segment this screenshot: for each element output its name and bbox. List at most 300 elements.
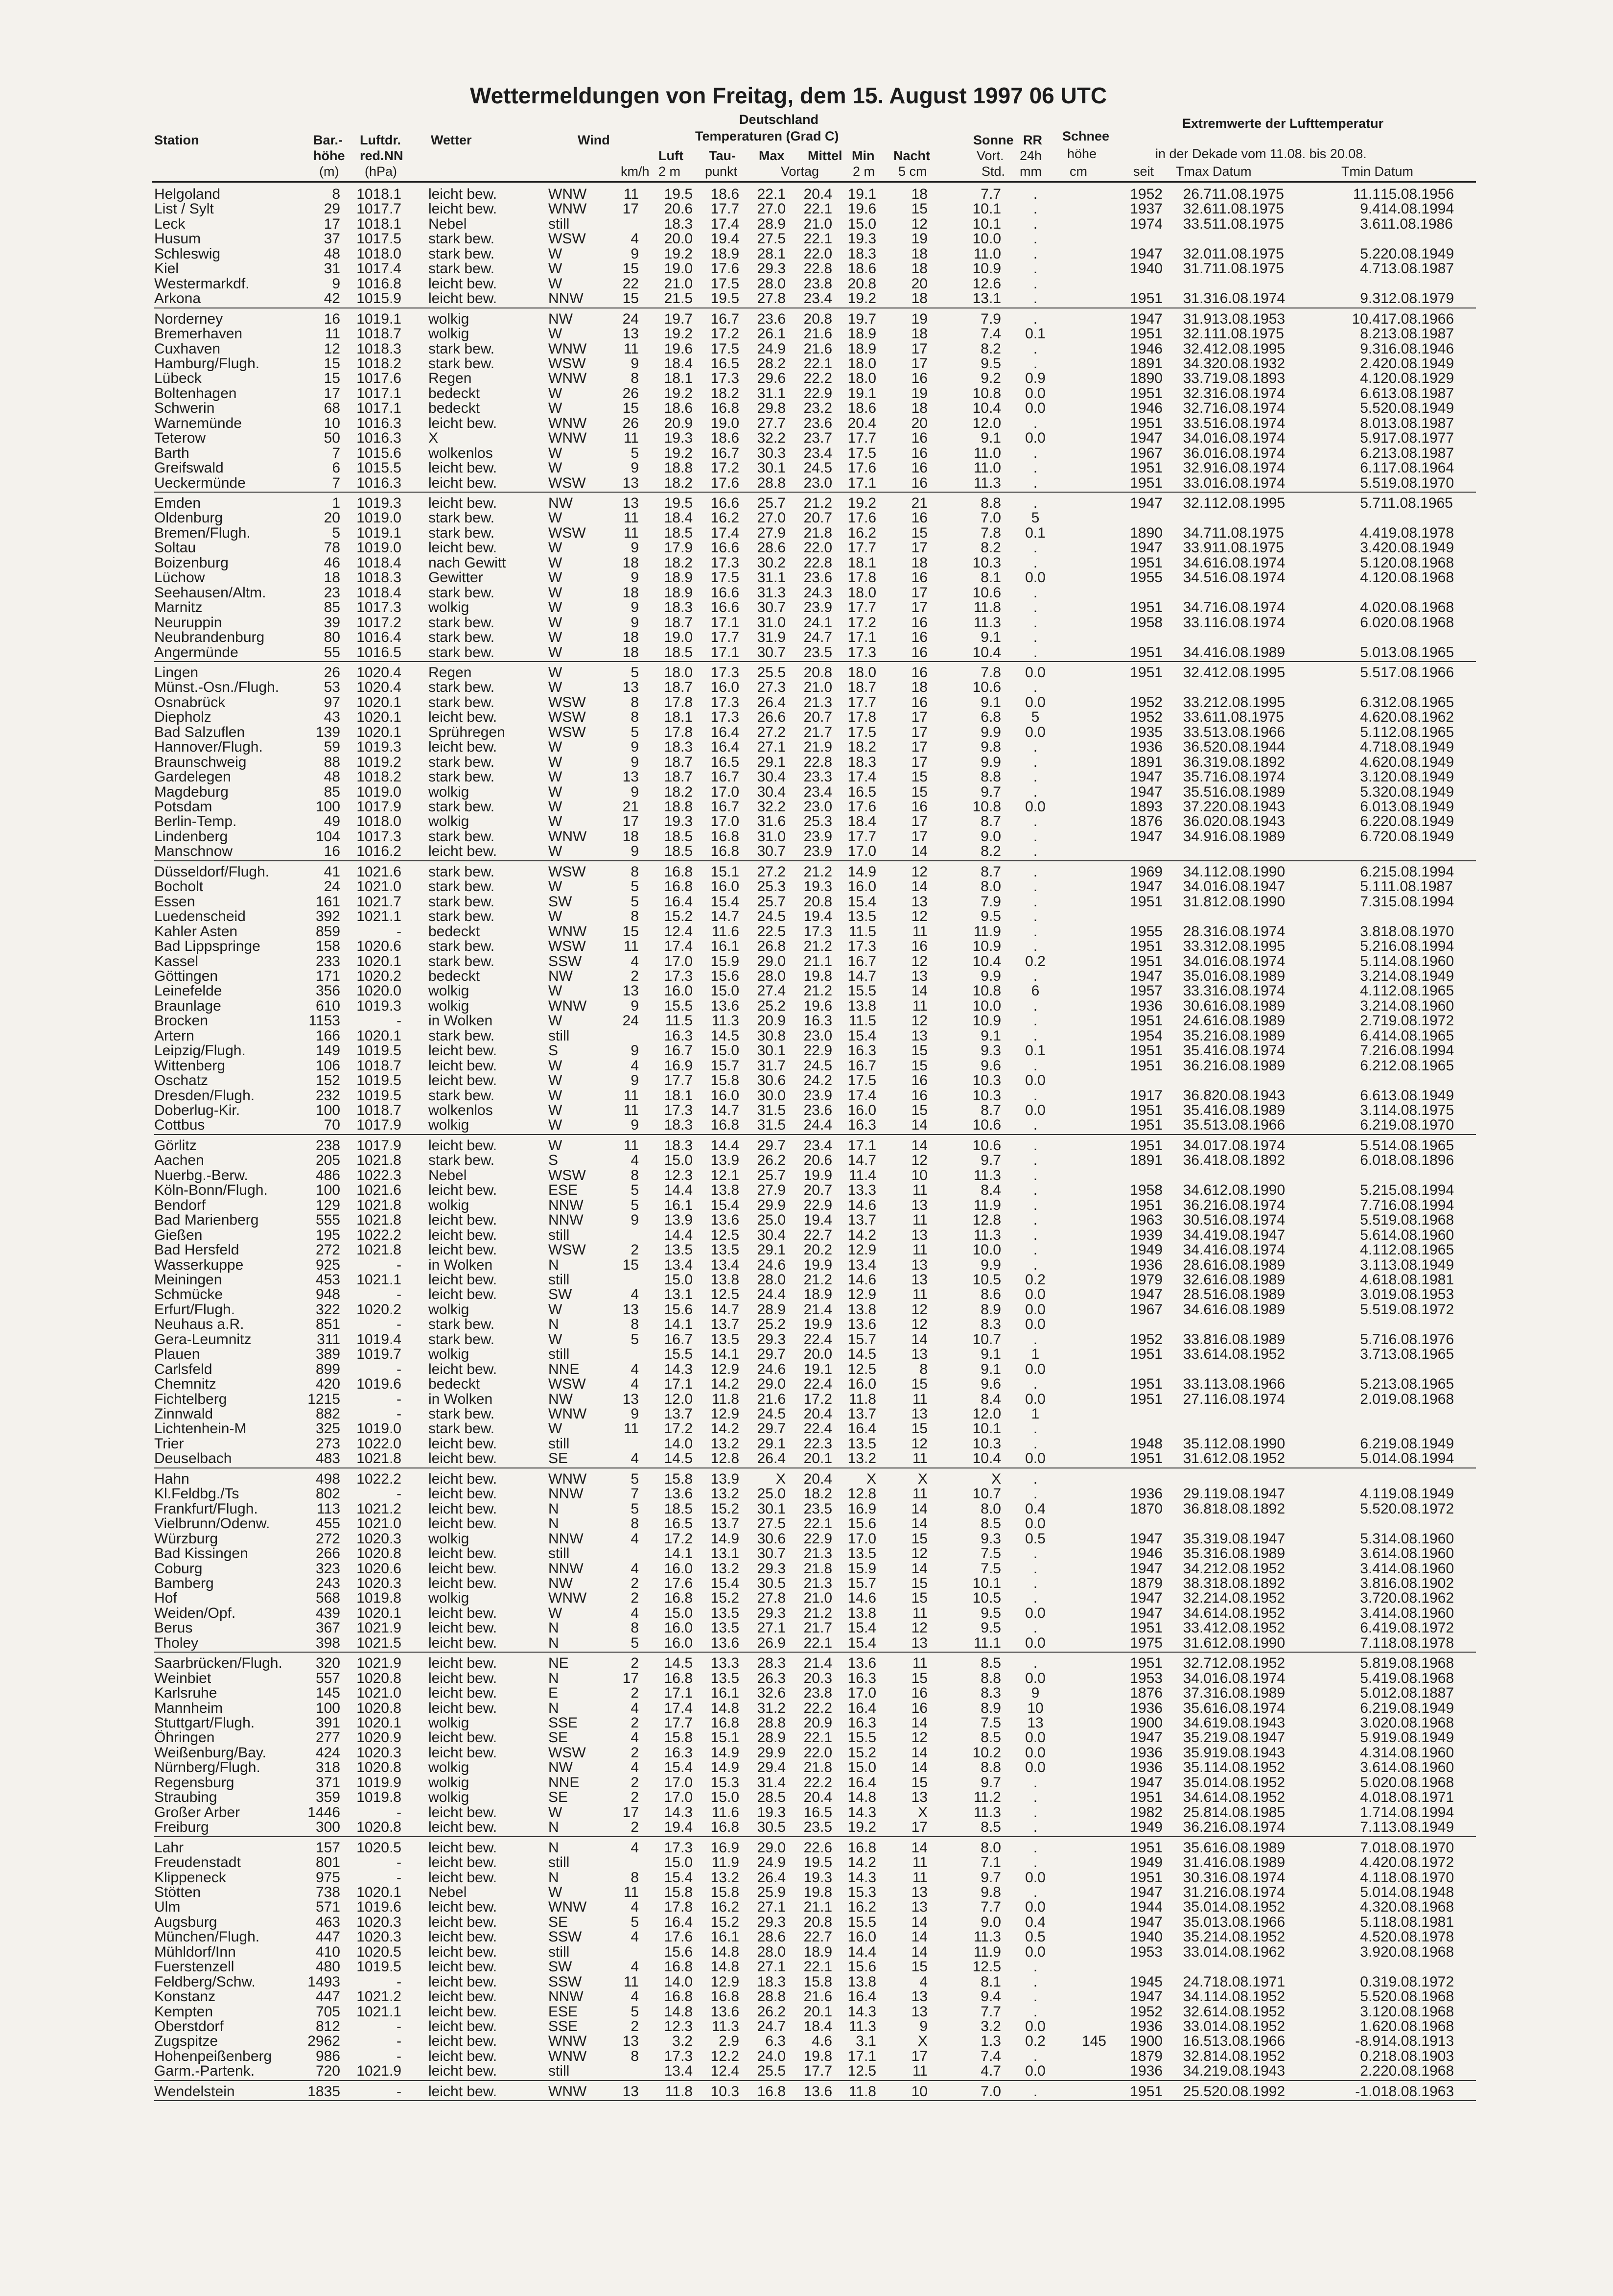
cell-wind-kmh: 11 xyxy=(623,186,639,202)
cell-taupunkt: 15.8 xyxy=(710,1072,739,1089)
cell-max-vortag: 25.7 xyxy=(757,495,786,511)
cell-wind-kmh: 9 xyxy=(631,355,639,372)
cell-max-vortag: 31.2 xyxy=(757,1700,786,1716)
cell-tmax-datum: 14.08.1952 xyxy=(1212,2048,1286,2064)
cell-max-vortag: 29.3 xyxy=(757,1560,786,1577)
cell-nacht-5cm: 16 xyxy=(911,644,928,661)
cell-luftdruck: 1019.5 xyxy=(356,1087,401,1104)
cell-taupunkt: 16.2 xyxy=(710,510,739,526)
cell-nacht-5cm: 11 xyxy=(912,2063,928,2080)
cell-rr-mm: . xyxy=(1033,1197,1038,1213)
cell-nacht-5cm: 16 xyxy=(911,799,928,815)
cell-rr-mm: . xyxy=(1033,275,1038,292)
cell-station-name: Kassel xyxy=(154,953,199,970)
cell-tmin-datum: 20.08.1968 xyxy=(1380,1943,1454,1960)
cell-tmax-datum: 16.08.1989 xyxy=(1212,1013,1286,1029)
cell-sonne-std: 9.2 xyxy=(981,370,1001,387)
cell-min-2m: 18.4 xyxy=(847,813,876,830)
cell-tmax: 35.3 xyxy=(1183,1545,1212,1562)
cell-taupunkt: 17.0 xyxy=(710,783,739,800)
cell-luftdruck: 1016.3 xyxy=(356,474,401,491)
cell-wind-kmh: 9 xyxy=(631,754,639,770)
cell-wind-richtung: W xyxy=(548,1137,562,1154)
cell-min-2m: 15.0 xyxy=(847,1759,876,1776)
cell-mittel: 20.8 xyxy=(803,664,832,681)
cell-wetter: leicht bew. xyxy=(428,1819,497,1836)
station-row xyxy=(0,1730,1613,1745)
cell-tmax-datum: 12.08.1990 xyxy=(1212,863,1286,880)
cell-sonne-std: 10.1 xyxy=(972,1420,1001,1437)
cell-seit: 1951 xyxy=(1130,893,1163,910)
cell-min-2m: 18.7 xyxy=(847,679,876,696)
cell-tmax: 34.2 xyxy=(1183,2063,1212,2080)
cell-sonne-std: 11.3 xyxy=(973,474,1001,491)
cell-bar-hoehe: 17 xyxy=(324,215,340,232)
cell-luftdruck: 1021.5 xyxy=(356,1634,401,1651)
cell-station-name: Großer Arber xyxy=(154,1804,240,1821)
cell-wetter: leicht bew. xyxy=(428,186,497,202)
cell-tmin-datum: 14.08.1960 xyxy=(1380,1759,1454,1776)
cell-wind-richtung: E xyxy=(548,1685,559,1702)
cell-wetter: leicht bew. xyxy=(428,1700,497,1716)
cell-wind-richtung: W xyxy=(548,599,562,616)
station-row xyxy=(0,984,1613,998)
cell-seit: 1951 xyxy=(1130,290,1163,307)
cell-wetter: leicht bew. xyxy=(428,1988,497,2005)
cell-tmax: 36.3 xyxy=(1183,754,1212,770)
cell-min-2m: 15.4 xyxy=(847,1027,876,1044)
cell-wind-kmh: 5 xyxy=(631,724,639,740)
cell-wind-richtung: WSW xyxy=(548,474,586,491)
cell-luftdruck: 1017.9 xyxy=(356,1117,401,1134)
cell-tmax-datum: 16.08.1974 xyxy=(1212,290,1286,307)
cell-wind-kmh: 9 xyxy=(631,739,639,756)
cell-luft-2m: 15.8 xyxy=(664,1470,693,1487)
cell-rr-mm: . xyxy=(1033,1027,1038,1044)
cell-nacht-5cm: 14 xyxy=(911,1331,928,1348)
cell-luft-2m: 18.6 xyxy=(664,400,693,417)
cell-wind-richtung: WSW xyxy=(548,1744,586,1761)
cell-luft-2m: 18.5 xyxy=(664,1500,693,1517)
cell-wind-richtung: WNW xyxy=(548,2048,587,2064)
cell-luft-2m: 13.1 xyxy=(664,1286,693,1303)
cell-tmax-datum: 16.08.1989 xyxy=(1212,1057,1286,1074)
cell-tmin-datum: 19.08.1970 xyxy=(1380,1117,1454,1134)
cell-nacht-5cm: 16 xyxy=(911,569,928,586)
cell-luft-2m: 15.2 xyxy=(664,908,693,925)
cell-rr-mm: . xyxy=(1033,1152,1038,1169)
cell-rr-mm: 0.0 xyxy=(1025,1102,1046,1118)
cell-min-2m: 17.7 xyxy=(847,828,876,845)
cell-nacht-5cm: 12 xyxy=(911,1152,928,1169)
cell-tmax-datum: 14.08.1962 xyxy=(1212,1943,1286,1960)
cell-tmax-datum: 16.08.1974 xyxy=(1212,1670,1286,1686)
cell-tmin-datum: 18.08.1949 xyxy=(1380,739,1454,756)
cell-wind-richtung: W xyxy=(548,813,562,830)
cell-tmin: 3.9 xyxy=(1360,1943,1380,1960)
cell-bar-hoehe: 205 xyxy=(315,1152,340,1169)
cell-tmax: 35.3 xyxy=(1183,1530,1212,1547)
station-row xyxy=(0,1487,1613,1501)
cell-tmax: 35.0 xyxy=(1183,1899,1212,1916)
cell-rr-mm: . xyxy=(1033,863,1038,880)
cell-max-vortag: 25.7 xyxy=(757,1167,786,1184)
cell-mittel: 17.3 xyxy=(803,923,832,940)
cell-seit: 1955 xyxy=(1130,923,1163,940)
cell-rr-mm: . xyxy=(1033,1057,1038,1074)
cell-tmax: 36.8 xyxy=(1183,1087,1212,1104)
cell-min-2m: 15.5 xyxy=(847,1729,876,1746)
cell-tmin: 4.1 xyxy=(1360,1869,1380,1886)
cell-nacht-5cm: 17 xyxy=(911,754,928,770)
cell-nacht-5cm: 17 xyxy=(911,2048,928,2064)
cell-tmin-datum: 20.08.1972 xyxy=(1380,1500,1454,1517)
cell-tmin-datum: 18.08.1903 xyxy=(1380,2048,1454,2064)
cell-luft-2m: 16.4 xyxy=(664,1914,693,1930)
cell-tmax: 34.7 xyxy=(1183,599,1212,616)
cell-sonne-std: 10.0 xyxy=(972,1242,1001,1258)
cell-seit: 1952 xyxy=(1130,1331,1163,1348)
cell-tmin: 1.7 xyxy=(1360,1804,1380,1821)
station-row xyxy=(0,312,1613,327)
cell-mittel: 23.8 xyxy=(803,1685,832,1702)
cell-max-vortag: 31.0 xyxy=(757,614,786,631)
cell-nacht-5cm: 14 xyxy=(911,1943,928,1960)
cell-nacht-5cm: 11 xyxy=(912,1242,928,1258)
station-row xyxy=(0,291,1613,306)
cell-luftdruck: - xyxy=(397,1361,401,1377)
cell-luft-2m: 18.2 xyxy=(664,554,693,571)
cell-wind-richtung: NNW xyxy=(548,1486,584,1502)
cell-bar-hoehe: 447 xyxy=(315,1988,340,2005)
cell-bar-hoehe: 106 xyxy=(315,1057,340,1074)
cell-tmin: 7.2 xyxy=(1360,1042,1380,1059)
cell-min-2m: 14.2 xyxy=(847,1227,876,1243)
cell-mittel: 19.6 xyxy=(803,997,832,1014)
cell-nacht-5cm: 16 xyxy=(911,664,928,681)
cell-nacht-5cm: 13 xyxy=(911,1634,928,1651)
cell-tmax: 38.3 xyxy=(1183,1575,1212,1591)
cell-station-name: Plauen xyxy=(154,1346,200,1363)
group-divider xyxy=(154,2080,1476,2081)
cell-nacht-5cm: 18 xyxy=(911,326,928,342)
cell-wind-kmh: 2 xyxy=(631,1819,639,1836)
cell-bar-hoehe: 975 xyxy=(315,1869,340,1886)
cell-tmin: 3.4 xyxy=(1360,1605,1380,1621)
cell-max-vortag: 26.1 xyxy=(757,326,786,342)
cell-tmin-datum: 20.08.1949 xyxy=(1380,400,1454,417)
cell-min-2m: 13.2 xyxy=(847,1450,876,1467)
cell-luftdruck: - xyxy=(397,1391,401,1407)
cell-wind-kmh: 4 xyxy=(631,231,639,247)
cell-luft-2m: 13.7 xyxy=(664,1406,693,1422)
cell-station-name: Bad Lippspringe xyxy=(154,938,260,955)
cell-taupunkt: 13.6 xyxy=(710,2003,739,2020)
cell-tmin-datum: 14.08.1975 xyxy=(1380,1102,1454,1118)
cell-rr-mm: 5 xyxy=(1031,709,1040,726)
cell-rr-mm: . xyxy=(1033,938,1038,955)
cell-station-name: Chemnitz xyxy=(154,1376,216,1393)
cell-wetter: leicht bew. xyxy=(428,1670,497,1686)
cell-station-name: Diepholz xyxy=(154,709,211,726)
cell-tmax-datum: 14.08.1952 xyxy=(1212,1605,1286,1621)
cell-wetter: leicht bew. xyxy=(428,290,497,307)
cell-tmin: 5.5 xyxy=(1360,474,1380,491)
cell-tmax-datum: 16.08.1989 xyxy=(1212,1102,1286,1118)
cell-seit: 1936 xyxy=(1130,997,1163,1014)
cell-rr-mm: . xyxy=(1033,1804,1038,1821)
header-tau-2: punkt xyxy=(705,164,738,179)
cell-luft-2m: 18.9 xyxy=(664,584,693,601)
cell-sonne-std: 8.7 xyxy=(981,863,1001,880)
cell-tmax-datum: 18.08.1892 xyxy=(1212,1575,1286,1591)
cell-mittel: 23.4 xyxy=(803,445,832,461)
header-luft-1: Luft xyxy=(658,148,683,163)
header-rule xyxy=(152,181,1476,183)
cell-tmax: 33.1 xyxy=(1183,614,1212,631)
cell-taupunkt: 15.9 xyxy=(710,953,739,970)
cell-seit: 1946 xyxy=(1130,400,1163,417)
cell-mittel: 21.1 xyxy=(803,1899,832,1916)
cell-mittel: 23.5 xyxy=(803,1819,832,1836)
cell-luft-2m: 17.2 xyxy=(664,1420,693,1437)
cell-tmin-datum: 20.08.1968 xyxy=(1380,614,1454,631)
cell-luft-2m: 16.8 xyxy=(664,1988,693,2005)
cell-luft-2m: 14.0 xyxy=(664,1973,693,1990)
cell-wind-kmh: 13 xyxy=(622,2083,639,2100)
cell-tmin-datum: 19.08.1968 xyxy=(1380,1391,1454,1407)
cell-wind-kmh: 4 xyxy=(631,1361,639,1377)
header-schnee-1: Schnee xyxy=(1062,129,1110,143)
cell-seit: 1947 xyxy=(1130,1530,1163,1547)
cell-min-2m: 14.3 xyxy=(847,1869,876,1886)
cell-tmax-datum: 16.08.1974 xyxy=(1212,554,1286,571)
station-row xyxy=(0,1287,1613,1302)
cell-wind-richtung: WNW xyxy=(548,1590,587,1607)
cell-luftdruck: - xyxy=(397,2048,401,2064)
cell-min-2m: 17.3 xyxy=(847,938,876,955)
cell-nacht-5cm: 14 xyxy=(911,878,928,895)
cell-bar-hoehe: 7 xyxy=(332,474,340,491)
cell-min-2m: 16.9 xyxy=(847,1500,876,1517)
cell-nacht-5cm: 17 xyxy=(911,1819,928,1836)
cell-min-2m: 13.8 xyxy=(847,1973,876,1990)
cell-rr-mm: . xyxy=(1033,1227,1038,1243)
cell-tmin: 3.4 xyxy=(1360,1560,1380,1577)
cell-wetter: nach Gewitt xyxy=(428,554,506,571)
cell-seit: 1952 xyxy=(1130,694,1163,710)
cell-wind-richtung: WSW xyxy=(548,524,586,541)
cell-rr-mm: 9 xyxy=(1031,1685,1040,1702)
cell-tmax: 36.2 xyxy=(1183,1819,1212,1836)
cell-nacht-5cm: 11 xyxy=(912,1486,928,1502)
cell-station-name: Boltenhagen xyxy=(154,385,237,402)
cell-max-vortag: 27.1 xyxy=(757,739,786,756)
cell-tmax-datum: 13.08.1966 xyxy=(1212,1914,1286,1930)
cell-rr-mm: 0.0 xyxy=(1025,1391,1046,1407)
cell-sonne-std: 8.3 xyxy=(981,1685,1001,1702)
cell-wetter: leicht bew. xyxy=(428,1560,497,1577)
cell-station-name: Bremerhaven xyxy=(154,326,243,342)
cell-wetter: in Wolken xyxy=(428,1256,493,1273)
cell-tmax-datum: 14.08.1952 xyxy=(1212,1929,1286,1945)
cell-tmax-datum: 12.08.1952 xyxy=(1212,1655,1286,1672)
cell-taupunkt: 16.6 xyxy=(710,540,739,556)
cell-tmin-datum: 18.08.1971 xyxy=(1380,1789,1454,1806)
cell-luft-2m: 17.7 xyxy=(664,1715,693,1731)
cell-station-name: Magdeburg xyxy=(154,783,229,800)
station-row xyxy=(0,1960,1613,1974)
cell-sonne-std: 8.7 xyxy=(981,1102,1001,1118)
cell-luftdruck: 1019.0 xyxy=(356,510,401,526)
cell-min-2m: 16.3 xyxy=(847,1715,876,1731)
cell-wetter: wolkig xyxy=(428,1197,469,1213)
cell-max-vortag: 27.8 xyxy=(757,290,786,307)
cell-mittel: 4.6 xyxy=(812,2033,832,2050)
header-tau-1: Tau- xyxy=(709,148,736,163)
cell-tmax: 36.8 xyxy=(1183,1500,1212,1517)
cell-bar-hoehe: 113 xyxy=(317,1500,340,1517)
cell-min-2m: 14.6 xyxy=(847,1197,876,1213)
cell-bar-hoehe: 53 xyxy=(324,679,340,696)
cell-wind-kmh: 5 xyxy=(631,1182,639,1199)
cell-wind-kmh: 5 xyxy=(631,2003,639,2020)
cell-bar-hoehe: 571 xyxy=(315,1899,340,1916)
cell-taupunkt: 17.1 xyxy=(710,644,739,661)
cell-max-vortag: 31.3 xyxy=(757,584,786,601)
cell-luftdruck: 1020.1 xyxy=(356,694,401,710)
cell-tmax: 33.4 xyxy=(1183,1620,1212,1636)
cell-min-2m: 16.5 xyxy=(847,783,876,800)
header-wind-unit: km/h xyxy=(621,164,650,179)
cell-min-2m: 11.8 xyxy=(848,1391,876,1407)
cell-sonne-std: 10.8 xyxy=(972,983,1001,999)
cell-taupunkt: 15.7 xyxy=(710,1057,739,1074)
cell-wind-richtung: SSW xyxy=(548,1973,582,1990)
cell-nacht-5cm: 8 xyxy=(919,1361,928,1377)
cell-wind-kmh: 13 xyxy=(622,1301,639,1318)
cell-sonne-std: 11.0 xyxy=(973,245,1001,262)
cell-max-vortag: 25.0 xyxy=(757,1212,786,1229)
cell-max-vortag: 29.0 xyxy=(757,1376,786,1393)
cell-luft-2m: 19.5 xyxy=(664,495,693,511)
cell-tmax-datum: 11.08.1975 xyxy=(1212,260,1284,277)
station-row xyxy=(0,1502,1613,1516)
station-row xyxy=(0,496,1613,511)
cell-rr-mm: 0.2 xyxy=(1025,1271,1046,1288)
cell-luftdruck: 1021.8 xyxy=(356,1450,401,1467)
cell-bar-hoehe: 486 xyxy=(315,1167,340,1184)
cell-luftdruck: - xyxy=(397,1013,401,1029)
cell-tmin: 3.1 xyxy=(1360,1102,1380,1118)
cell-nacht-5cm: 15 xyxy=(911,769,928,785)
station-row xyxy=(0,1183,1613,1198)
cell-luft-2m: 17.0 xyxy=(664,1774,693,1791)
cell-tmin: 6.2 xyxy=(1360,1700,1380,1716)
cell-luftdruck: 1019.1 xyxy=(356,524,401,541)
cell-rr-mm: 1 xyxy=(1031,1406,1040,1422)
cell-max-vortag: 28.9 xyxy=(757,215,786,232)
cell-luftdruck: 1022.3 xyxy=(356,1167,401,1184)
cell-seit: 1947 xyxy=(1130,245,1163,262)
station-row xyxy=(0,2019,1613,2034)
station-row xyxy=(0,232,1613,246)
cell-seit: 1951 xyxy=(1130,599,1163,616)
cell-tmin-datum: 19.08.1968 xyxy=(1380,1212,1454,1229)
cell-nacht-5cm: 12 xyxy=(911,908,928,925)
cell-wetter: bedeckt xyxy=(428,385,480,402)
cell-mittel: 21.2 xyxy=(803,1271,832,1288)
cell-rr-mm: . xyxy=(1033,893,1038,910)
cell-wind-kmh: 5 xyxy=(631,1914,639,1930)
cell-seit: 1951 xyxy=(1130,1057,1163,1074)
cell-min-2m: 16.2 xyxy=(847,524,876,541)
cell-bar-hoehe: 802 xyxy=(315,1486,340,1502)
cell-station-name: Neubrandenburg xyxy=(154,629,265,646)
cell-nacht-5cm: 14 xyxy=(911,1839,928,1856)
cell-taupunkt: 13.2 xyxy=(710,1869,739,1886)
station-row xyxy=(0,895,1613,909)
cell-nacht-5cm: 13 xyxy=(911,1406,928,1422)
cell-rr-mm: . xyxy=(1033,1420,1038,1437)
cell-wetter: leicht bew. xyxy=(428,709,497,726)
station-row xyxy=(0,342,1613,356)
cell-luftdruck: 1020.8 xyxy=(356,1819,401,1836)
cell-wind-richtung: N xyxy=(548,1819,559,1836)
station-row xyxy=(0,1377,1613,1392)
station-row xyxy=(0,1606,1613,1621)
cell-bar-hoehe: 6 xyxy=(332,460,340,476)
cell-seit: 1958 xyxy=(1130,614,1163,631)
cell-taupunkt: 11.6 xyxy=(711,923,739,940)
cell-mittel: 20.8 xyxy=(803,310,832,327)
cell-max-vortag: 30.6 xyxy=(757,1072,786,1089)
cell-tmax-datum: 16.08.1974 xyxy=(1212,445,1286,461)
cell-wind-richtung: W xyxy=(548,1102,562,1118)
header-bar-hoehe-3: (m) xyxy=(319,164,339,179)
cell-seit: 1947 xyxy=(1130,878,1163,895)
cell-mittel: 21.2 xyxy=(803,495,832,511)
cell-seit: 1937 xyxy=(1130,201,1163,217)
cell-max-vortag: 30.1 xyxy=(757,460,786,476)
cell-max-vortag: 30.0 xyxy=(757,1087,786,1104)
cell-sonne-std: 10.2 xyxy=(972,1744,1001,1761)
cell-luft-2m: 16.3 xyxy=(664,1027,693,1044)
cell-bar-hoehe: 463 xyxy=(315,1914,340,1930)
cell-wetter: stark bew. xyxy=(428,644,495,661)
cell-tmax-datum: 12.08.1990 xyxy=(1212,1634,1286,1651)
cell-max-vortag: 28.6 xyxy=(757,540,786,556)
cell-seit: 1979 xyxy=(1130,1271,1163,1288)
cell-luftdruck: 1020.5 xyxy=(356,1839,401,1856)
cell-min-2m: 18.0 xyxy=(847,584,876,601)
station-row xyxy=(0,1392,1613,1407)
cell-max-vortag: 24.7 xyxy=(757,2018,786,2035)
cell-taupunkt: 14.5 xyxy=(710,1027,739,1044)
cell-taupunkt: 16.7 xyxy=(710,769,739,785)
cell-max-vortag: 31.6 xyxy=(757,813,786,830)
cell-luft-2m: 19.0 xyxy=(664,629,693,646)
cell-wetter: wolkig xyxy=(428,1530,469,1547)
cell-bar-hoehe: 1215 xyxy=(307,1391,340,1407)
cell-wind-richtung: SE xyxy=(548,1914,568,1930)
cell-seit: 1951 xyxy=(1130,460,1163,476)
cell-wind-richtung: WNW xyxy=(548,1899,587,1916)
cell-wind-kmh: 18 xyxy=(622,629,639,646)
cell-tmax-datum: 16.08.1974 xyxy=(1212,569,1286,586)
cell-mittel: 23.0 xyxy=(803,799,832,815)
cell-tmin-datum: 19.08.1972 xyxy=(1380,1013,1454,1029)
